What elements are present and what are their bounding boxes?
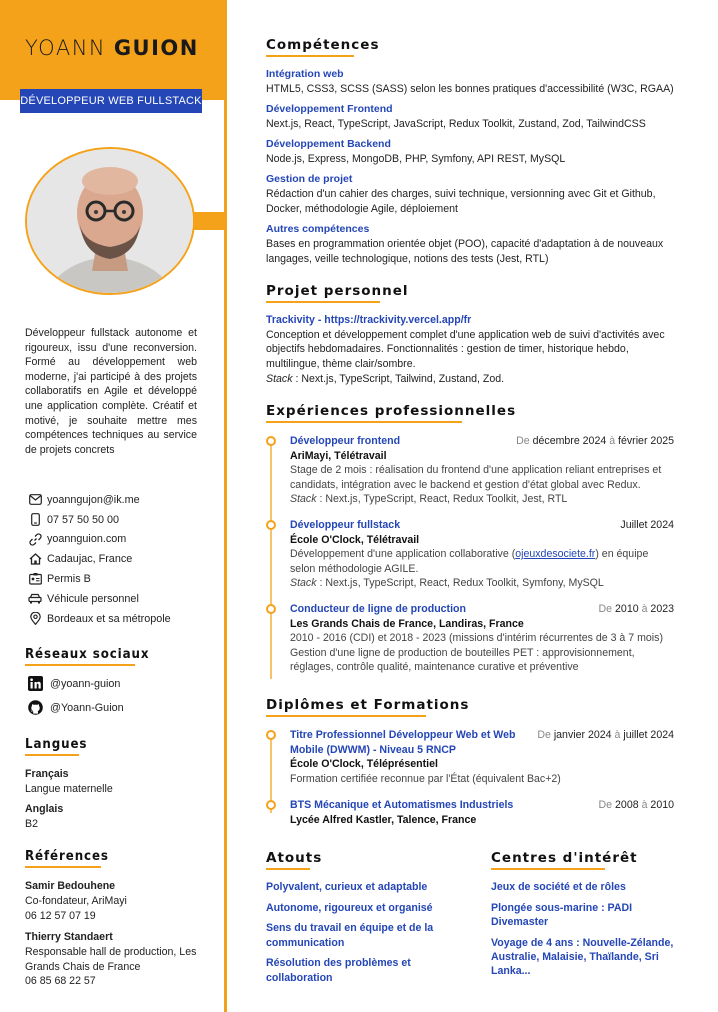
skill-item [266, 137, 680, 167]
github-icon [28, 700, 44, 716]
social-linkedin[interactable] [28, 676, 218, 692]
last-name: GUION [113, 36, 199, 60]
timeline-dot [266, 520, 276, 530]
contact-vehicle [28, 589, 218, 609]
contact-website[interactable] [28, 530, 218, 550]
language-level: B2 [25, 817, 38, 830]
education-title: BTS Mécanique et Automatismes Industriels [290, 799, 514, 811]
languages-heading: Langues [25, 737, 87, 752]
skill-desc: Next.js, React, TypeScript, JavaScript, Redux Toolkit, Zustand, Zod, TailwindCSS [266, 118, 646, 130]
skill-desc: Bases en programmation orientée objet (POO), capacité d'adaptation à de nouveaux langages, veille technologique, notions des tests (Jest, RTL) [266, 238, 664, 265]
bio-text: Développeur fullstack autonome et rigoureux, issu d'une reconversion. Formé au développement web moderne, j'ai participé à des projets collaboratifs en Agile et développé une application complète. Créatif et motivé, je souhaite mettre mes compétences techniques au service de projets concrets [25, 327, 197, 456]
experience-item [290, 434, 674, 507]
home-icon [28, 552, 42, 566]
reference-name: Thierry Standaert [25, 931, 113, 943]
experience-date: De 2010 à 2023 [598, 603, 674, 615]
contact-label: Véhicule personnel [47, 592, 139, 605]
reference-role: Co-fondateur, AriMayi [25, 894, 127, 907]
reference-phone: 06 85 68 22 57 [25, 975, 96, 988]
experience-heading: Expériences professionnelles [266, 403, 516, 419]
strength-item: Autonome, rigoureux et organisé [266, 901, 433, 914]
project-block [266, 313, 680, 387]
reference-item [25, 930, 215, 989]
contact-label: Cadaujac, France [47, 553, 133, 566]
contact-list [28, 490, 218, 629]
skill-title: Gestion de projet [266, 173, 353, 185]
skill-item [266, 222, 680, 267]
experience-date: De décembre 2024 à février 2025 [516, 435, 674, 447]
contact-email[interactable] [28, 490, 218, 510]
full-name [25, 36, 199, 60]
experience-timeline [270, 441, 272, 679]
ojeuxdesociete-link[interactable]: ojeuxdesociete.fr [515, 548, 596, 561]
timeline-dot [266, 800, 276, 810]
phone-icon [28, 513, 42, 527]
skill-desc: HTML5, CSS3, SCSS (SASS) selon les bonnes pratiques d'accessibilité (W3C, RGAA) [266, 83, 674, 95]
link-icon [28, 532, 42, 546]
contact-label: Permis B [47, 573, 91, 586]
experience-stack: Stack : Next.js, TypeScript, React, Redux Toolkit, Jest, RTL [290, 493, 568, 506]
experience-desc: 2010 - 2016 (CDI) et 2018 - 2023 (missions d'intérim récurrentes de 3 à 7 mois) Gestion d'une ligne de production de bouteilles PET : approvisionnement, réglages, contrôle qualité, maintenance curative et préventive [290, 632, 663, 674]
contact-label: yoannguion.com [47, 533, 127, 546]
reference-item [25, 879, 215, 923]
timeline-dot [266, 436, 276, 446]
interests-list [491, 880, 675, 985]
language-item [25, 767, 113, 796]
socials-heading: Réseaux sociaux [25, 647, 149, 662]
experience-item [290, 602, 674, 675]
experience-org: AriMayi, Télétravail [290, 449, 387, 462]
skill-desc: Node.js, Express, MongoDB, PHP, Symfony, API REST, MySQL [266, 153, 566, 165]
linkedin-icon [28, 676, 44, 692]
job-title-badge: DÉVELOPPEUR WEB FULLSTACK [20, 89, 202, 113]
experience-item [290, 518, 674, 591]
skill-item [266, 102, 680, 132]
education-org: École O'Clock, Téléprésentiel [290, 758, 438, 771]
timeline-dot [266, 730, 276, 740]
timeline-dot [266, 604, 276, 614]
education-title: Titre Professionnel Développeur Web et Web Mobile (DWWM) - Niveau 5 RNCP [290, 729, 516, 756]
interest-item: Plongée sous-marine : PADI Divemaster [491, 901, 633, 928]
interest-item: Jeux de société et de rôles [491, 881, 626, 893]
references-heading: Références [25, 849, 109, 864]
social-label: @Yoann-Guion [50, 702, 124, 714]
education-item [290, 728, 674, 786]
skill-desc: Rédaction d'un cahier des charges, suivi technique, versionning avec Git et Github, Docker, méthodologie Agile, déploiement [266, 188, 656, 215]
profile-photo [24, 147, 196, 295]
experience-org: Les Grands Chais de France, Landiras, France [290, 617, 524, 630]
skill-title: Développement Backend [266, 138, 391, 150]
education-date: De janvier 2024 à juillet 2024 [537, 729, 674, 741]
skill-item [266, 67, 680, 97]
strength-item: Polyvalent, curieux et adaptable [266, 881, 428, 893]
project-title-link[interactable]: Trackivity - https://trackivity.vercel.app/fr [266, 314, 472, 326]
reference-name: Samir Bedouhene [25, 880, 116, 892]
contact-area [28, 609, 218, 629]
strengths-heading: Atouts [266, 850, 322, 866]
id-card-icon [28, 572, 42, 586]
strengths-list [266, 880, 446, 991]
contact-label: Bordeaux et sa métropole [47, 612, 171, 625]
sidebar-divider [224, 0, 227, 1012]
interests-heading: Centres d'intérêt [491, 850, 638, 866]
language-name: Français [25, 768, 69, 780]
strength-item: Résolution des problèmes et collaboration [266, 957, 411, 984]
contact-label: 07 57 50 50 00 [47, 513, 120, 526]
skill-item [266, 172, 680, 217]
first-name: YOANN [25, 36, 107, 60]
education-item [290, 798, 674, 827]
experience-title: Développeur fullstack [290, 519, 401, 531]
skill-title: Développement Frontend [266, 103, 393, 115]
experience-date: Juillet 2024 [620, 519, 674, 531]
contact-phone[interactable] [28, 510, 218, 530]
interest-item: Voyage de 4 ans : Nouvelle-Zélande, Australie, Malaisie, Thaïlande, Sri Lanka... [491, 936, 674, 978]
experience-desc: Développement d'une application collaborative (ojeuxdesociete.fr) en équipe selon méthodologie AGILE. [290, 548, 649, 575]
strength-item: Sens du travail en équipe et de la communication [266, 922, 434, 949]
language-level: Langue maternelle [25, 782, 113, 795]
car-icon [28, 592, 42, 606]
education-desc: Formation certifiée reconnue par l'État (équivalent Bac+2) [290, 772, 561, 785]
education-heading: Diplômes et Formations [266, 697, 469, 713]
contact-license [28, 569, 218, 589]
experience-title: Développeur frontend [290, 435, 401, 447]
social-label: @yoann-guion [50, 678, 121, 690]
language-name: Anglais [25, 803, 64, 815]
experience-org: École O'Clock, Télétravail [290, 533, 420, 546]
contact-address [28, 549, 218, 569]
social-github[interactable] [28, 700, 218, 716]
location-pin-icon [28, 612, 42, 626]
experience-title: Conducteur de ligne de production [290, 603, 466, 615]
skill-title: Autres compétences [266, 223, 370, 235]
education-org: Lycée Alfred Kastler, Talence, France [290, 813, 477, 826]
project-desc: Conception et développement complet d'une application web de suivi d'activités avec objectifs hebdomadaires. Fonctionnalités : gestion de timer, historique hebdo, multilingue, thème clair/sombre. [266, 328, 665, 371]
project-stack: Stack : Next.js, TypeScript, Tailwind, Zustand, Zod. [266, 372, 505, 385]
language-item [25, 802, 63, 831]
mail-icon [28, 493, 42, 507]
contact-label: yoanngujon@ik.me [47, 493, 140, 506]
experience-desc: Stage de 2 mois : réalisation du frontend d'une application reliant entreprises et candidats, intégration avec le backend et gestion d'état global avec Redux. [290, 464, 662, 491]
skills-heading: Compétences [266, 37, 379, 53]
skill-title: Intégration web [266, 68, 344, 80]
reference-role: Responsable hall de production, Les Grands Chais de France [25, 945, 197, 973]
project-heading: Projet personnel [266, 283, 409, 299]
reference-phone: 06 12 57 07 19 [25, 909, 96, 922]
education-date: De 2008 à 2010 [598, 799, 674, 811]
experience-stack: Stack : Next.js, TypeScript, React, Redux Toolkit, Symfony, MySQL [290, 577, 604, 590]
